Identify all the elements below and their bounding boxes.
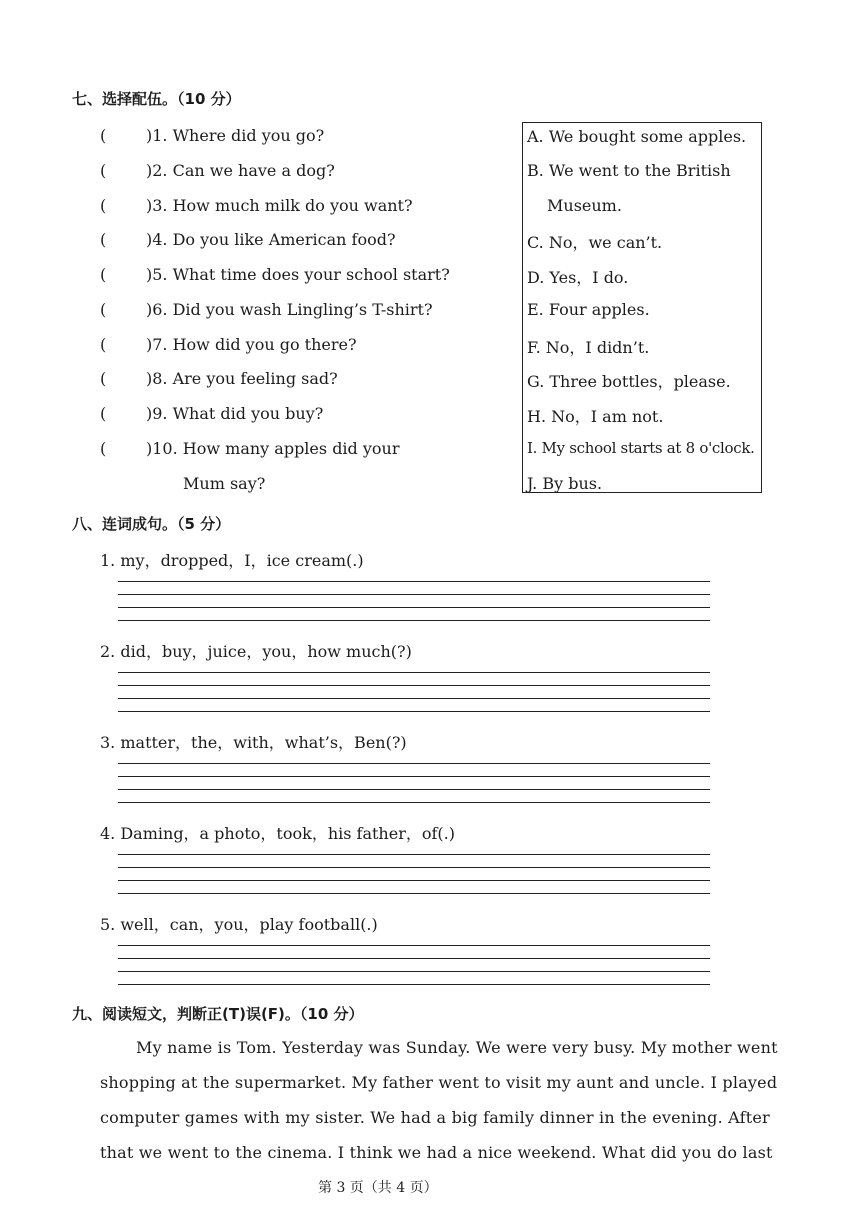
sentence-item-4: 4. Daming，a photo，took，his father，of(.) [100, 824, 455, 843]
option-f: F. No，I didn’t. [527, 338, 650, 357]
passage-line-2: shopping at the supermarket. My father went to visit my aunt and uncle. I played [100, 1073, 778, 1092]
sentence-item-1: 1. my，dropped，I，ice cream(.) [100, 551, 364, 570]
question-6: )6. Did you wash Lingling’s T-shirt? [146, 300, 433, 319]
question-10: )10. How many apples did your [146, 439, 400, 458]
option-b: B. We went to the British [527, 161, 731, 180]
passage-line-1: My name is Tom. Yesterday was Sunday. We were very busy. My mother went [136, 1038, 778, 1057]
answer-paren[interactable]: ( [100, 126, 107, 145]
passage-line-3: computer games with my sister. We had a big family dinner in the evening. After [100, 1108, 770, 1127]
option-j: J. By bus. [527, 474, 603, 493]
sentence-item-2: 2. did，buy，juice，you，how much(?) [100, 642, 412, 661]
question-4: )4. Do you like American food? [146, 230, 396, 249]
question-1: )1. Where did you go? [146, 126, 325, 145]
answer-paren[interactable]: ( [100, 369, 107, 388]
question-5: )5. What time does your school start? [146, 265, 450, 284]
option-a: A. We bought some apples. [527, 127, 747, 146]
question-9: )9. What did you buy? [146, 404, 324, 423]
option-e: E. Four apples. [527, 300, 650, 319]
sentence-item-5: 5. well，can，you，play football(.) [100, 915, 378, 934]
passage-line-4: that we went to the cinema. I think we had a nice weekend. What did you do last [100, 1143, 773, 1162]
answer-paren[interactable]: ( [100, 300, 107, 319]
answer-paren[interactable]: ( [100, 404, 107, 423]
option-g: G. Three bottles，please. [527, 372, 731, 391]
answer-paren[interactable]: ( [100, 161, 107, 180]
option-h: H. No，I am not. [527, 407, 664, 426]
option-b-continuation: Museum. [547, 196, 622, 215]
section-9-heading: 九、阅读短文，判断正(T)误(F)。（10 分） [72, 1005, 364, 1023]
answer-paren[interactable]: ( [100, 335, 107, 354]
question-2: )2. Can we have a dog? [146, 161, 335, 180]
question-7: )7. How did you go there? [146, 335, 357, 354]
page-number-footer: 第 3 页（共 4 页） [318, 1180, 438, 1196]
question-8: )8. Are you feeling sad? [146, 369, 338, 388]
answer-paren[interactable]: ( [100, 265, 107, 284]
section-8-heading: 八、连词成句。（5 分） [72, 515, 231, 533]
option-d: D. Yes，I do. [527, 268, 629, 287]
answer-paren[interactable]: ( [100, 230, 107, 249]
answer-paren[interactable]: ( [100, 196, 107, 215]
question-10-continuation: Mum say? [183, 474, 266, 493]
answer-paren[interactable]: ( [100, 439, 107, 458]
question-3: )3. How much milk do you want? [146, 196, 413, 215]
option-c: C. No，we can’t. [527, 233, 663, 252]
section-7-heading: 七、选择配伍。（10 分） [72, 90, 241, 108]
option-i: I. My school starts at 8 o'clock. [527, 439, 755, 457]
sentence-item-3: 3. matter，the，with，what’s，Ben(?) [100, 733, 407, 752]
